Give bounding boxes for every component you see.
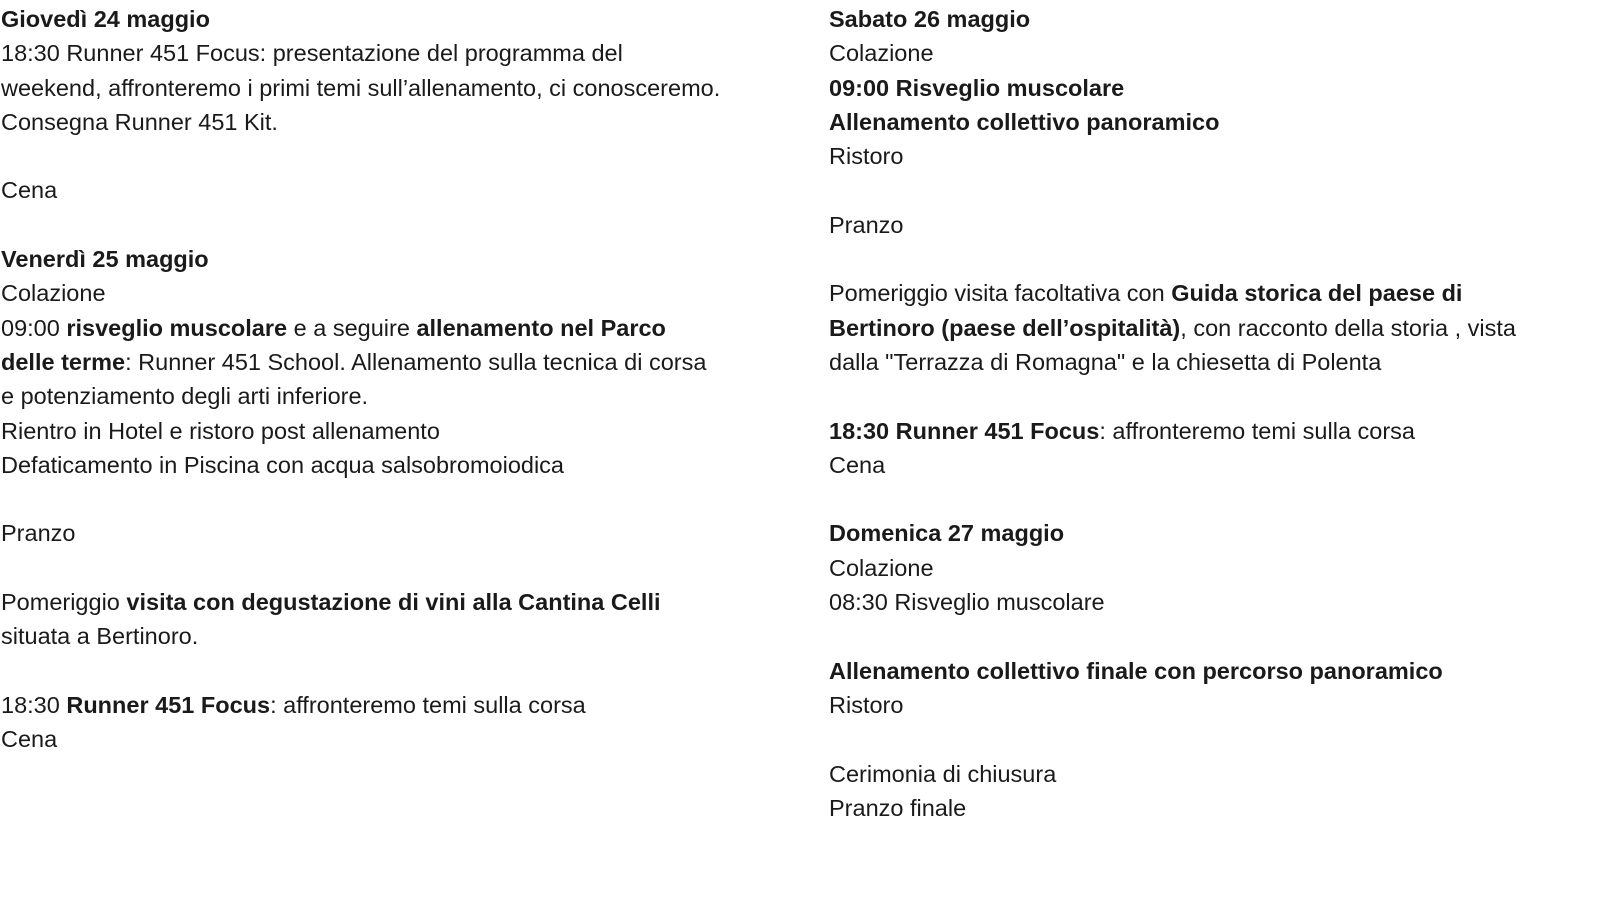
spacer xyxy=(829,379,1569,413)
spacer xyxy=(1,654,721,688)
saturday-breakfast: Colazione xyxy=(829,40,934,67)
sunday-training: Allenamento collettivo finale con percorso panoramico xyxy=(829,657,1443,684)
sunday-final-lunch: Pranzo finale xyxy=(829,794,967,821)
friday-focus: 18:30 Runner 451 Focus: affronteremo temi sulla corsa xyxy=(1,691,586,718)
friday-pool: Defaticamento in Piscina con acqua salsobromoiodica xyxy=(1,451,565,478)
friday-return: Rientro in Hotel e ristoro post allenamento xyxy=(1,417,440,444)
sunday-ceremony: Cerimonia di chiusura xyxy=(829,760,1057,787)
day-title-saturday: Sabato 26 maggio xyxy=(829,6,1031,32)
friday-afternoon: Pomeriggio visita con degustazione di vini alla Cantina Celli situata a Bertinoro. xyxy=(1,589,661,650)
spacer xyxy=(829,242,1569,276)
saturday-focus: 18:30 Runner 451 Focus: affronteremo temi sulla corsa xyxy=(829,417,1416,444)
friday-dinner: Cena xyxy=(1,726,58,753)
saturday-training: Allenamento collettivo panoramico xyxy=(829,108,1220,135)
sunday-wakeup: 08:30 Risveglio muscolare xyxy=(829,589,1105,616)
left-column xyxy=(1,2,721,757)
saturday-dinner: Cena xyxy=(829,451,886,478)
thursday-focus-text: 18:30 Runner 451 Focus: presentazione del programma del weekend, affronteremo i primi temi sull’allenamento, ci conosceremo. Consegna Runner 451 Kit. xyxy=(1,40,721,135)
spacer xyxy=(829,173,1569,207)
saturday-lunch: Pranzo xyxy=(829,211,904,238)
day-title-friday: Venerdì 25 maggio xyxy=(1,246,209,273)
day-title-thursday: Giovedì 24 maggio xyxy=(1,6,210,32)
right-column xyxy=(829,2,1569,825)
spacer xyxy=(829,482,1569,516)
spacer xyxy=(1,208,721,242)
friday-training-text: 09:00 risveglio muscolare e a seguire allenamento nel Parco delle terme: Runner 451 School. Allenamento sulla tecnica di corsa e potenziamento degli arti inferiore. xyxy=(1,314,707,410)
spacer xyxy=(1,551,721,585)
spacer xyxy=(829,619,1569,653)
saturday-visit: Pomeriggio visita facoltativa con Guida storica del paese di Bertinoro (paese dell’ospitalità), con racconto della storia , vista dalla "Terrazza di Romagna" e la chiesetta di Polenta xyxy=(829,280,1516,375)
sunday-breakfast: Colazione xyxy=(829,554,934,581)
spacer xyxy=(1,482,721,516)
saturday-refreshment: Ristoro xyxy=(829,143,904,170)
saturday-wakeup: 09:00 Risveglio muscolare xyxy=(829,74,1125,101)
spacer xyxy=(829,722,1569,756)
spacer xyxy=(1,139,721,173)
day-title-sunday: Domenica 27 maggio xyxy=(829,520,1065,547)
friday-breakfast: Colazione xyxy=(1,280,106,307)
sunday-refreshment: Ristoro xyxy=(829,691,904,718)
thursday-dinner: Cena xyxy=(1,177,58,204)
friday-lunch: Pranzo xyxy=(1,520,76,547)
